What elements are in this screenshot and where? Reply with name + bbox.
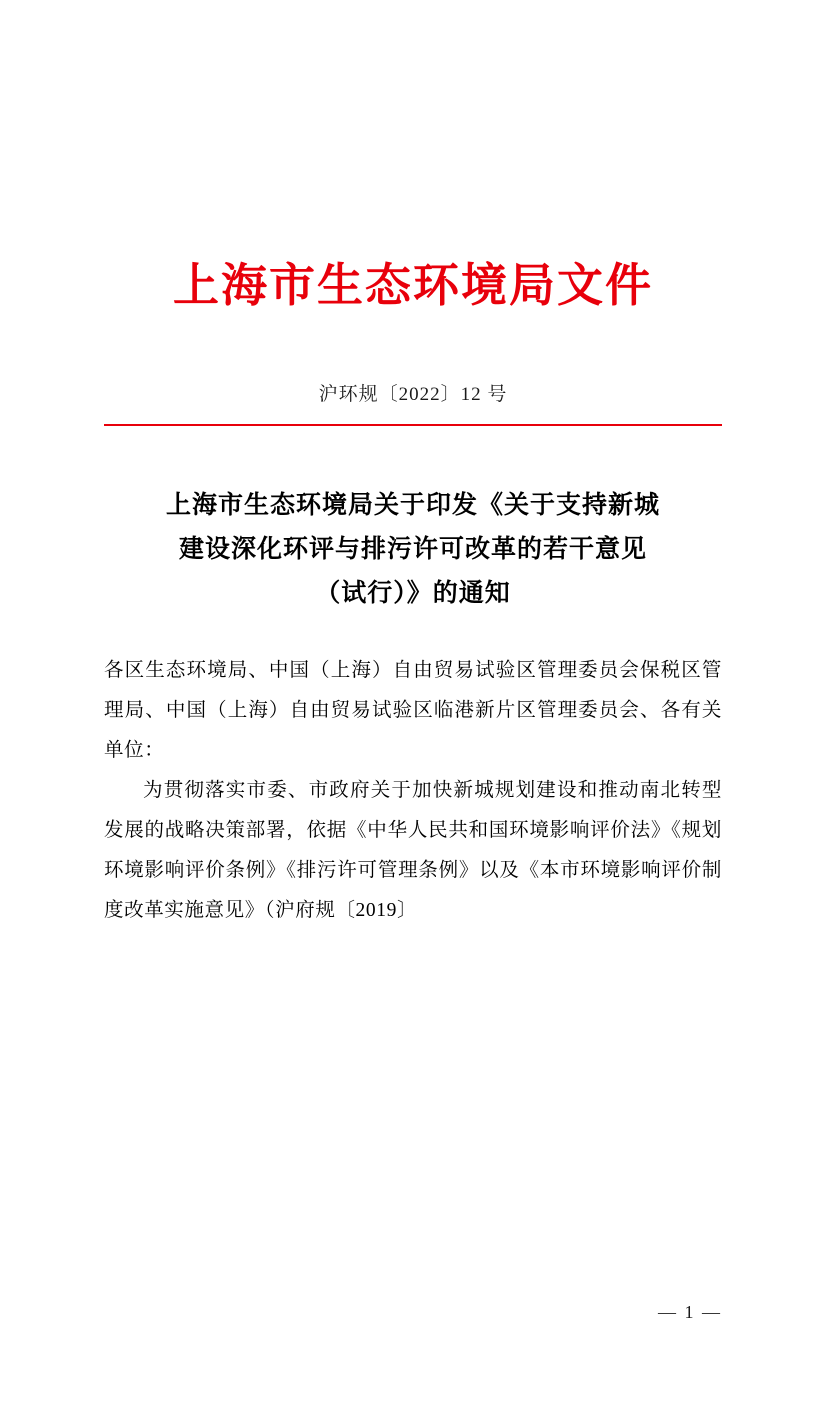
- document-title-line-3: （试行）》的通知: [315, 579, 511, 607]
- document-page: [0, 258, 826, 1427]
- document-number: 沪环规〔2022〕12 号: [318, 384, 508, 406]
- document-body: [104, 651, 722, 931]
- document-title: [104, 484, 722, 615]
- red-divider-rule: [104, 424, 722, 426]
- document-title-line-2: 建设深化环评与排污许可改革的若干意见: [178, 535, 647, 563]
- issuing-authority-title: 上海市生态环境局文件: [173, 260, 653, 311]
- body-paragraph: 各区生态环境局、中国（上海）自由贸易试验区管理委员会保税区管理局、中国（上海）自由贸易试验区临港新片区管理委员会、各有关单位：: [104, 660, 722, 762]
- masthead: [104, 258, 722, 313]
- document-title-line-1: 上海市生态环境局关于印发《关于支持新城: [165, 492, 660, 520]
- body-paragraph: 为贯彻落实市委、市政府关于加快新城规划建设和推动南北转型发展的战略决策部署，依据《中华人民共和国环境影响评价法》《规划环境影响评价条例》《排污许可管理条例》以及《本市环境影响评价制度改革实施意见》（沪府规〔2019〕: [104, 780, 722, 922]
- page-number: — 1 —: [658, 1302, 722, 1322]
